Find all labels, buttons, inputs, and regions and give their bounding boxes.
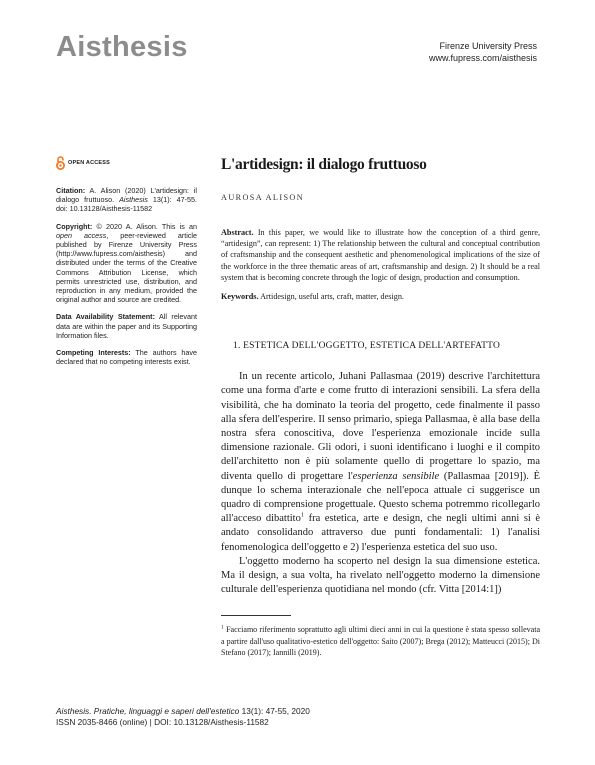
keywords: [221, 291, 540, 302]
footnote-divider: [221, 615, 291, 616]
paragraph-1-text-b: (Pallasmaa [2019]). È dunque lo schema interazionale che nell'epoca attuale ci suggerisce un quadro di comprensione progettuale. Questo schema potremmo ricollegarlo all'acceso dibattito: [221, 470, 541, 525]
abstract-label: Abstract.: [221, 228, 254, 237]
citation-doi[interactable]: 13(1): 47-55. doi: 10.13128/Aisthesis-11582: [56, 195, 197, 214]
publisher-url[interactable]: www.fupress.com/aisthesis: [428, 53, 537, 63]
paragraph-1-text-a: In un recente articolo, Juhani Pallasmaa (2019) descrive l'architettura come una forma d'arte e come frutto di interazioni sensibili. La sfera della visibilità, che ha dominato la teoria del progetto, cede finalmente il passo alla sfera dell'esperire. Il senso primario, spiega Pallasmaa, è alla base della nostra sfera conoscitiva, dove l'esperienza emozionale incide sulla dimensione razionale. Gli odori, i suoni identificano i luoghi e il compito dell'architetto non è più solamente quello di progettare lo spazio, ma diventa quello di progettare l': [221, 371, 540, 482]
abstract-text: In this paper, we would like to illustrate how the conception of a third genre, “artidesign”, can represent: 1) The relationship between the cultural and conceptual contribution of craftsmanship and the consequent aesthetic and phenomenological implications of the size of the workforce in the three thematic areas of art, craftsmanship and design. 2) It should be a real system that is becoming concrete through the logic of design, production and consumption.: [221, 228, 540, 282]
article-author: AUROSA ALISON: [221, 193, 305, 202]
footer-issn-line: ISSN 2035-8466 (online) | DOI: 10.13128/Aisthesis-11582: [56, 716, 269, 727]
article-info-sidebar: [56, 186, 197, 374]
copyright-block: [56, 222, 197, 305]
open-access-badge: [56, 156, 110, 170]
citation-label: Citation:: [56, 186, 86, 195]
footnote: [221, 624, 540, 658]
competing-interests-label: Competing Interests:: [56, 348, 131, 358]
copyright-text: © 2020 A. Alison. This is an: [96, 221, 197, 231]
paragraph-1: [221, 370, 540, 555]
keywords-text: Artidesign, useful arts, craft, matter, design.: [260, 292, 404, 302]
abstract: [221, 227, 540, 283]
copyright-label: Copyright:: [56, 221, 93, 231]
footer-journal-name: Aisthesis. Pratiche, linguaggi e saperi dell'estetico: [56, 706, 240, 716]
article-title: L'artidesign: il dialogo fruttuoso: [221, 156, 427, 173]
body-text: [221, 370, 540, 597]
open-access-label: OPEN ACCESS: [68, 160, 111, 166]
citation-block: [56, 186, 197, 214]
competing-interests-block: [56, 348, 197, 366]
open-access-icon: [56, 156, 65, 170]
keywords-label: Keywords.: [221, 292, 259, 302]
paragraph-1-emphasis: esperienza sensibile: [352, 470, 440, 482]
paragraph-2: L'oggetto moderno ha scoperto nel design la sua dimensione estetica. Ma il design, a sua volta, ha rivelato nell'oggetto moderno la dimensione culturale dell'esperienza quotidiana nel mondo (cfr. Vitta [2014:1]): [221, 555, 540, 596]
footer-journal-line: [56, 706, 310, 717]
footnote-reference[interactable]: 1: [300, 511, 305, 519]
footer-volume: 13(1): 47-55, 2020: [239, 706, 310, 716]
publisher-name: Firenze University Press: [439, 41, 537, 51]
article-main: [221, 156, 540, 658]
page-footer: [56, 706, 310, 727]
copyright-open-access: open access: [56, 230, 107, 240]
paragraph-1-text-c: fra estetica, arte e design, che negli ultimi anni si è andato consolidando attraverso due punti fondamentali: 1) l'analisi fenomenologica dell'oggetto e 2) l'esperienza estetica del suo uso.: [221, 513, 540, 553]
citation-journal: Aisthesis: [119, 195, 148, 205]
section-heading: 1. ESTETICA DELL'OGGETTO, ESTETICA DELL'ARTEFATTO: [233, 341, 501, 352]
competing-interests-text: The authors have declared that no competing interests exist.: [56, 348, 197, 367]
publisher-info: [429, 40, 537, 64]
copyright-license: , peer-reviewed article published by Firenze University Press (http://www.fupress.com/aisthesis) and distributed under the terms of the Creative Commons Attribution License, which permits unrestricted use, distribution, and reproduction in any medium, provided the original author and source are credited.: [56, 230, 197, 305]
data-availability-text: All relevant data are within the paper and its Supporting Information files.: [56, 312, 197, 340]
journal-logo: Aisthesis: [56, 31, 188, 63]
footnote-text: Facciamo riferimento soprattutto agli ultimi dieci anni in cui la questione è stata spesso sollevata a partire dall'uso qualitativo-estetico dell'oggetto: Saito (2007); Brega (2012); Matteucci (2015); Di Stefano (2017); Iannilli (2019).: [221, 625, 541, 657]
data-availability-block: [56, 312, 197, 340]
citation-text: A. Alison (2020) L'artidesign: il dialogo fruttuoso.: [56, 186, 197, 205]
data-availability-label: Data Availability Statement:: [56, 312, 155, 322]
footnote-number: 1: [221, 624, 224, 631]
